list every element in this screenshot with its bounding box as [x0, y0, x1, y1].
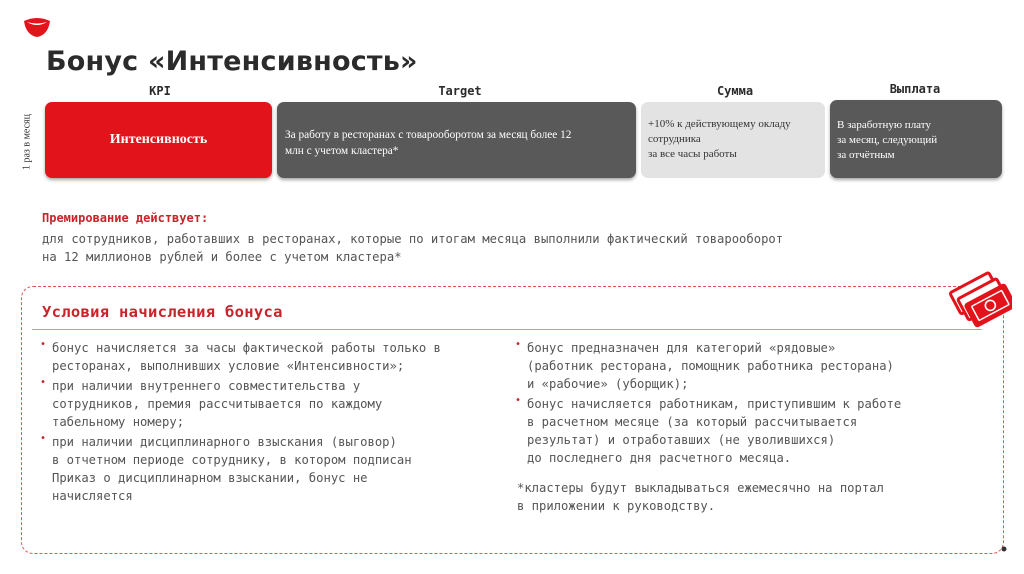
column-heading-kpi: KPI [149, 84, 171, 98]
conditions-title: Условия начисления бонуса [42, 303, 283, 321]
list-item: • бонус начисляется работникам, приступившим к работе в расчетном месяце (за который рассчитывается результат) и отработавших (не уволившихся) до последнего дня расчетного месяца. [513, 395, 983, 467]
list-item: • при наличии дисциплинарного взыскания (выговор) в отчетном периоде сотруднику, в котором подписан Приказ о дисциплинарном взыскании, бонус не начисляется [38, 433, 503, 505]
list-item: • бонус начисляется за часы фактической работы только в ресторанах, выполнивших условие «Интенсивности»; [38, 339, 503, 375]
kpi-box-text: Интенсивность [109, 132, 208, 147]
sum-box-line: за все часы работы [648, 148, 737, 160]
sum-box [641, 102, 825, 178]
column-heading-payout: Выплата [889, 82, 941, 96]
payout-box-line: В заработную плату [837, 119, 931, 131]
kpi-box [45, 102, 272, 178]
banknotes-icon [946, 270, 1012, 328]
left-bullet-list [38, 339, 503, 507]
list-item: • при наличии внутреннего совместительства у сотрудников, премия рассчитывается по каждому табельному номеру; [38, 377, 503, 431]
promo-text [42, 230, 942, 266]
promo-line: на 12 миллионов рублей и более с учетом кластера* [42, 250, 402, 264]
column-heading-sum: Сумма [716, 84, 754, 98]
right-bullet-list [513, 339, 983, 469]
payout-box-line: за отчётным [837, 149, 895, 161]
promo-line: для сотрудников, работавших в ресторанах, которые по итогам месяца выполнили фактический товарооборот [42, 232, 784, 246]
target-box-line: За работу в ресторанах с товарооборотом за месяц более 12 [285, 129, 572, 141]
payout-box [830, 100, 1002, 178]
payout-box-line: за месяц, следующий [837, 134, 938, 146]
sum-box-line: сотрудника [648, 133, 701, 145]
sum-box-line: +10% к действующему окладу [648, 118, 791, 130]
column-heading-target: Target [438, 84, 482, 98]
list-item: • бонус предназначен для категорий «рядовые» (работник ресторана, помощник работника ресторана) и «рабочие» (уборщик); [513, 339, 983, 393]
slide-title: Бонус «Интенсивность» [46, 46, 418, 77]
cluster-footnote: *кластеры будут выкладываться ежемесячно на портал в приложении к руководству. [517, 481, 884, 513]
promo-heading: Премирование действует: [42, 211, 209, 225]
frequency-side-label: 1 раз в месяц [21, 113, 33, 171]
conditions-divider [32, 329, 982, 330]
lips-logo-icon [22, 13, 52, 39]
target-box [277, 102, 636, 178]
target-box-line: млн с учетом кластера* [285, 145, 399, 157]
corner-mark-icon [1001, 546, 1007, 552]
